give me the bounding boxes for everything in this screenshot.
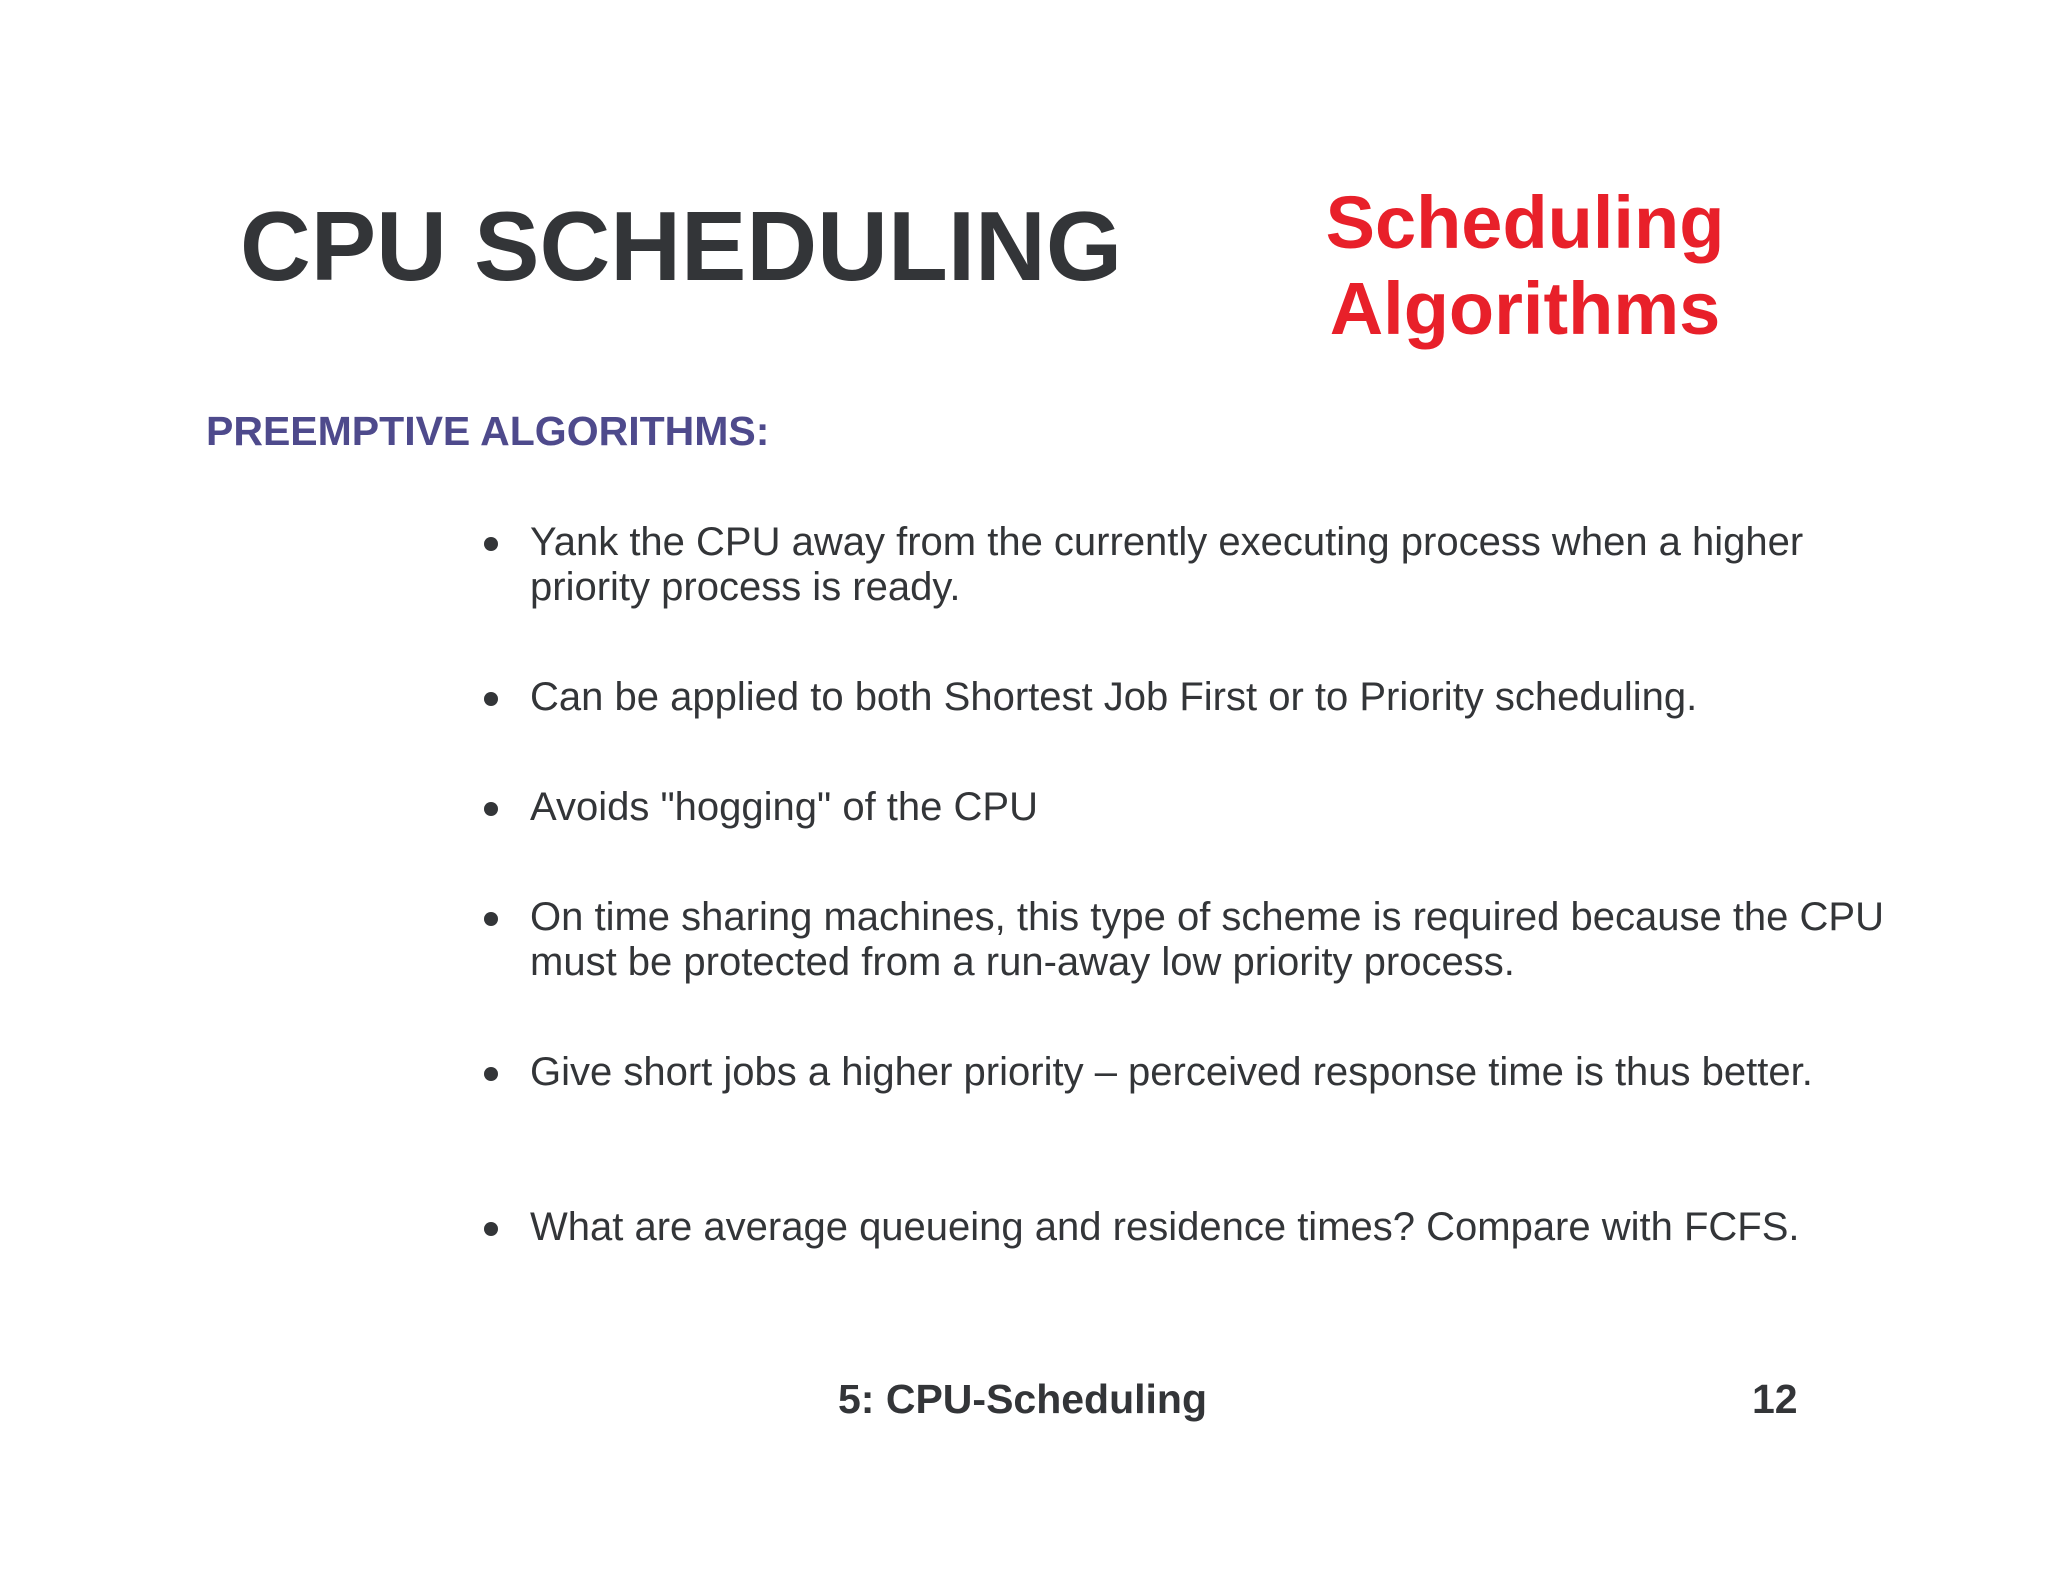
bullet-item: [480, 895, 1900, 985]
bullet-item: [480, 675, 1900, 720]
bullet-item: [480, 520, 1900, 610]
bullet-text: Can be applied to both Shortest Job First or to Priority scheduling.: [530, 675, 1698, 719]
bullet-dot-icon: [484, 537, 498, 551]
bullet-item: [480, 1205, 1900, 1250]
bullet-dot-icon: [484, 912, 498, 926]
bullet-dot-icon: [484, 1067, 498, 1081]
bullet-dot-icon: [484, 802, 498, 816]
bullet-text: Give short jobs a higher priority – perceived response time is thus better.: [530, 1050, 1813, 1094]
bullet-text: Yank the CPU away from the currently executing process when a higher priority process is ready.: [530, 520, 1804, 609]
bullet-text: Avoids "hogging" of the CPU: [530, 785, 1038, 829]
topic-heading: [1250, 180, 1800, 352]
bullet-text: What are average queueing and residence times? Compare with FCFS.: [530, 1205, 1800, 1249]
bullet-item: [480, 785, 1900, 830]
topic-line-2: Algorithms: [1329, 267, 1721, 350]
footer-chapter-title: 5: CPU-Scheduling: [838, 1376, 1208, 1422]
topic-line-1: Scheduling: [1325, 181, 1725, 264]
bullet-dot-icon: [484, 1222, 498, 1236]
bullet-dot-icon: [484, 692, 498, 706]
slide-title: CPU SCHEDULING: [240, 191, 1123, 301]
section-heading: PREEMPTIVE ALGORITHMS:: [206, 408, 770, 454]
page-number: 12: [1752, 1376, 1798, 1422]
bullet-item: [480, 1050, 1900, 1095]
bullet-text: On time sharing machines, this type of scheme is required because the CPU must be protected from a run-away low priority process.: [530, 895, 1884, 984]
